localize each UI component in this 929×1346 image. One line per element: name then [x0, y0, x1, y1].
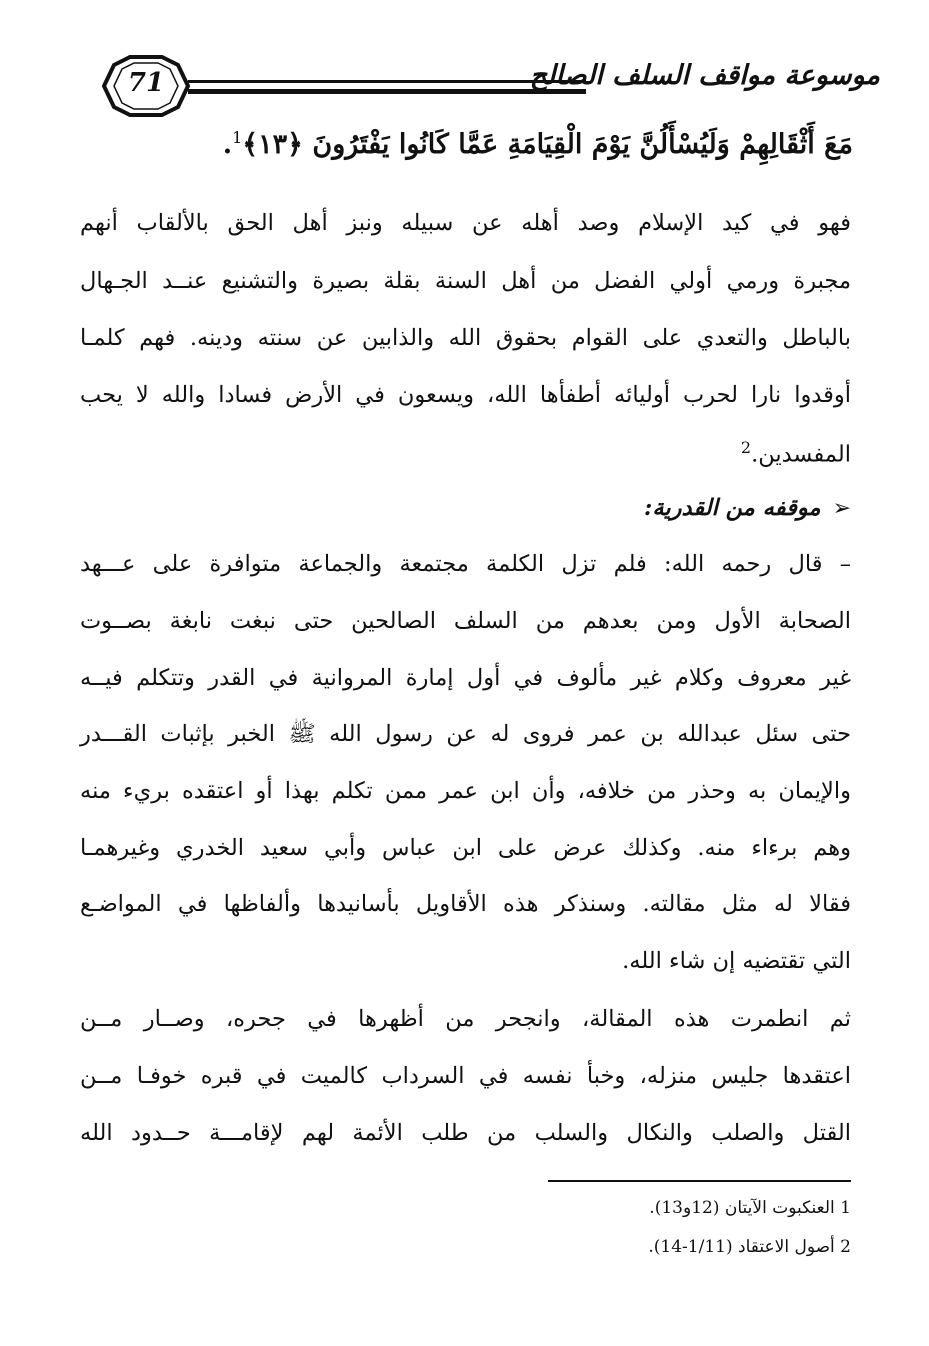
paragraph-text: المفسدين. [751, 441, 851, 468]
section-heading [644, 497, 851, 520]
paragraph-last-line: التي تقتضيه إن شاء الله. [622, 948, 851, 974]
paragraph-line: فهو في كيد الإسلام وصد أهله عن سبيله ونبز أهل الحق بالألقاب أنهم [80, 210, 851, 236]
header-rule-thick [188, 89, 586, 94]
footnote-2: 2 أصول الاعتقاد (1/11-14). [648, 1237, 851, 1257]
section-heading-text: موقفه من القدرية: [644, 495, 821, 521]
footnote-1: 1 العنكبوت الآيتان (12و13). [649, 1198, 851, 1218]
paragraph-line: ثم انطمرت هذه المقالة، وانجحر من أظهرها في جحره، وصــار مــن [80, 1006, 851, 1032]
paragraph-line: القتل والصلب والنكال والسلب من طلب الأئمة لهم لإقامـــة حــدود الله [80, 1120, 851, 1146]
paragraph-line: وهم برءاء منه. وكذلك عرض على ابن عباس وأبي سعيد الخدري وغيرهمـا [80, 835, 851, 861]
paragraph-line: والإيمان به وحذر من خلافه، وأن ابن عمر ممن تكلم بهذا أو اعتقده بريء منه [80, 778, 851, 804]
verse-end-mark: . [222, 129, 233, 160]
paragraph-line: – قال رحمه الله: فلم تزل الكلمة مجتمعة والجماعة متوافرة على عـــهد [80, 551, 851, 577]
header-rule [188, 80, 586, 83]
series-title: موسوعة مواقف السلف الصالح [529, 60, 880, 91]
footnote-separator [548, 1180, 851, 1182]
paragraph-line: حتى سئل عبدالله بن عمر فروى له عن رسول الله ﷺ الخبر بإثبات القـــدر [80, 721, 851, 747]
paragraph-line: مجبرة ورمي أولي الفضل من أهل السنة بقلة بصيرة والتشنيع عنــد الجـهال [80, 268, 851, 294]
paragraph-last-line [741, 440, 851, 466]
arrow-bullet-icon: ➢ [832, 496, 851, 521]
quran-verse: مَعَ أَثْقَالِهِمْ وَلَيُسْأَلُنَّ يَوْمَ الْقِيَامَةِ عَمَّا كَانُوا يَفْتَرُونَ ﴿١٣﴾ [242, 129, 853, 160]
footnote-ref-2: 2 [740, 438, 752, 457]
page-number: 71 [127, 68, 165, 98]
footnote-ref-1: 1 [232, 128, 243, 147]
paragraph-line: غير معروف وكلام غير مألوف في أول إمارة المروانية في القدر وتتكلم فيــه [80, 665, 851, 691]
paragraph-line: الصحابة الأول ومن بعدهم من السلف الصالحين حتى نبغت نابغة بصــوت [80, 608, 851, 634]
paragraph-line: فقالا له مثل مقالته. وسنذكر هذه الأقاويل بأسانيدها وألفاظها في المواضـع [80, 891, 851, 917]
paragraph-line: بالباطل والتعدي على القوام بحقوق الله والذابين عن سنته ودينه. فهم كلمـا [80, 325, 851, 351]
paragraph-line: اعتقدها جليس منزله، وخبأ نفسه في السرداب كالميت في قبره خوفـا مــن [80, 1063, 851, 1089]
quran-verse-line [223, 130, 853, 158]
paragraph-line: أوقدوا نارا لحرب أوليائه أطفأها الله، ويسعون في الأرض فسادا والله لا يحب [80, 382, 851, 408]
